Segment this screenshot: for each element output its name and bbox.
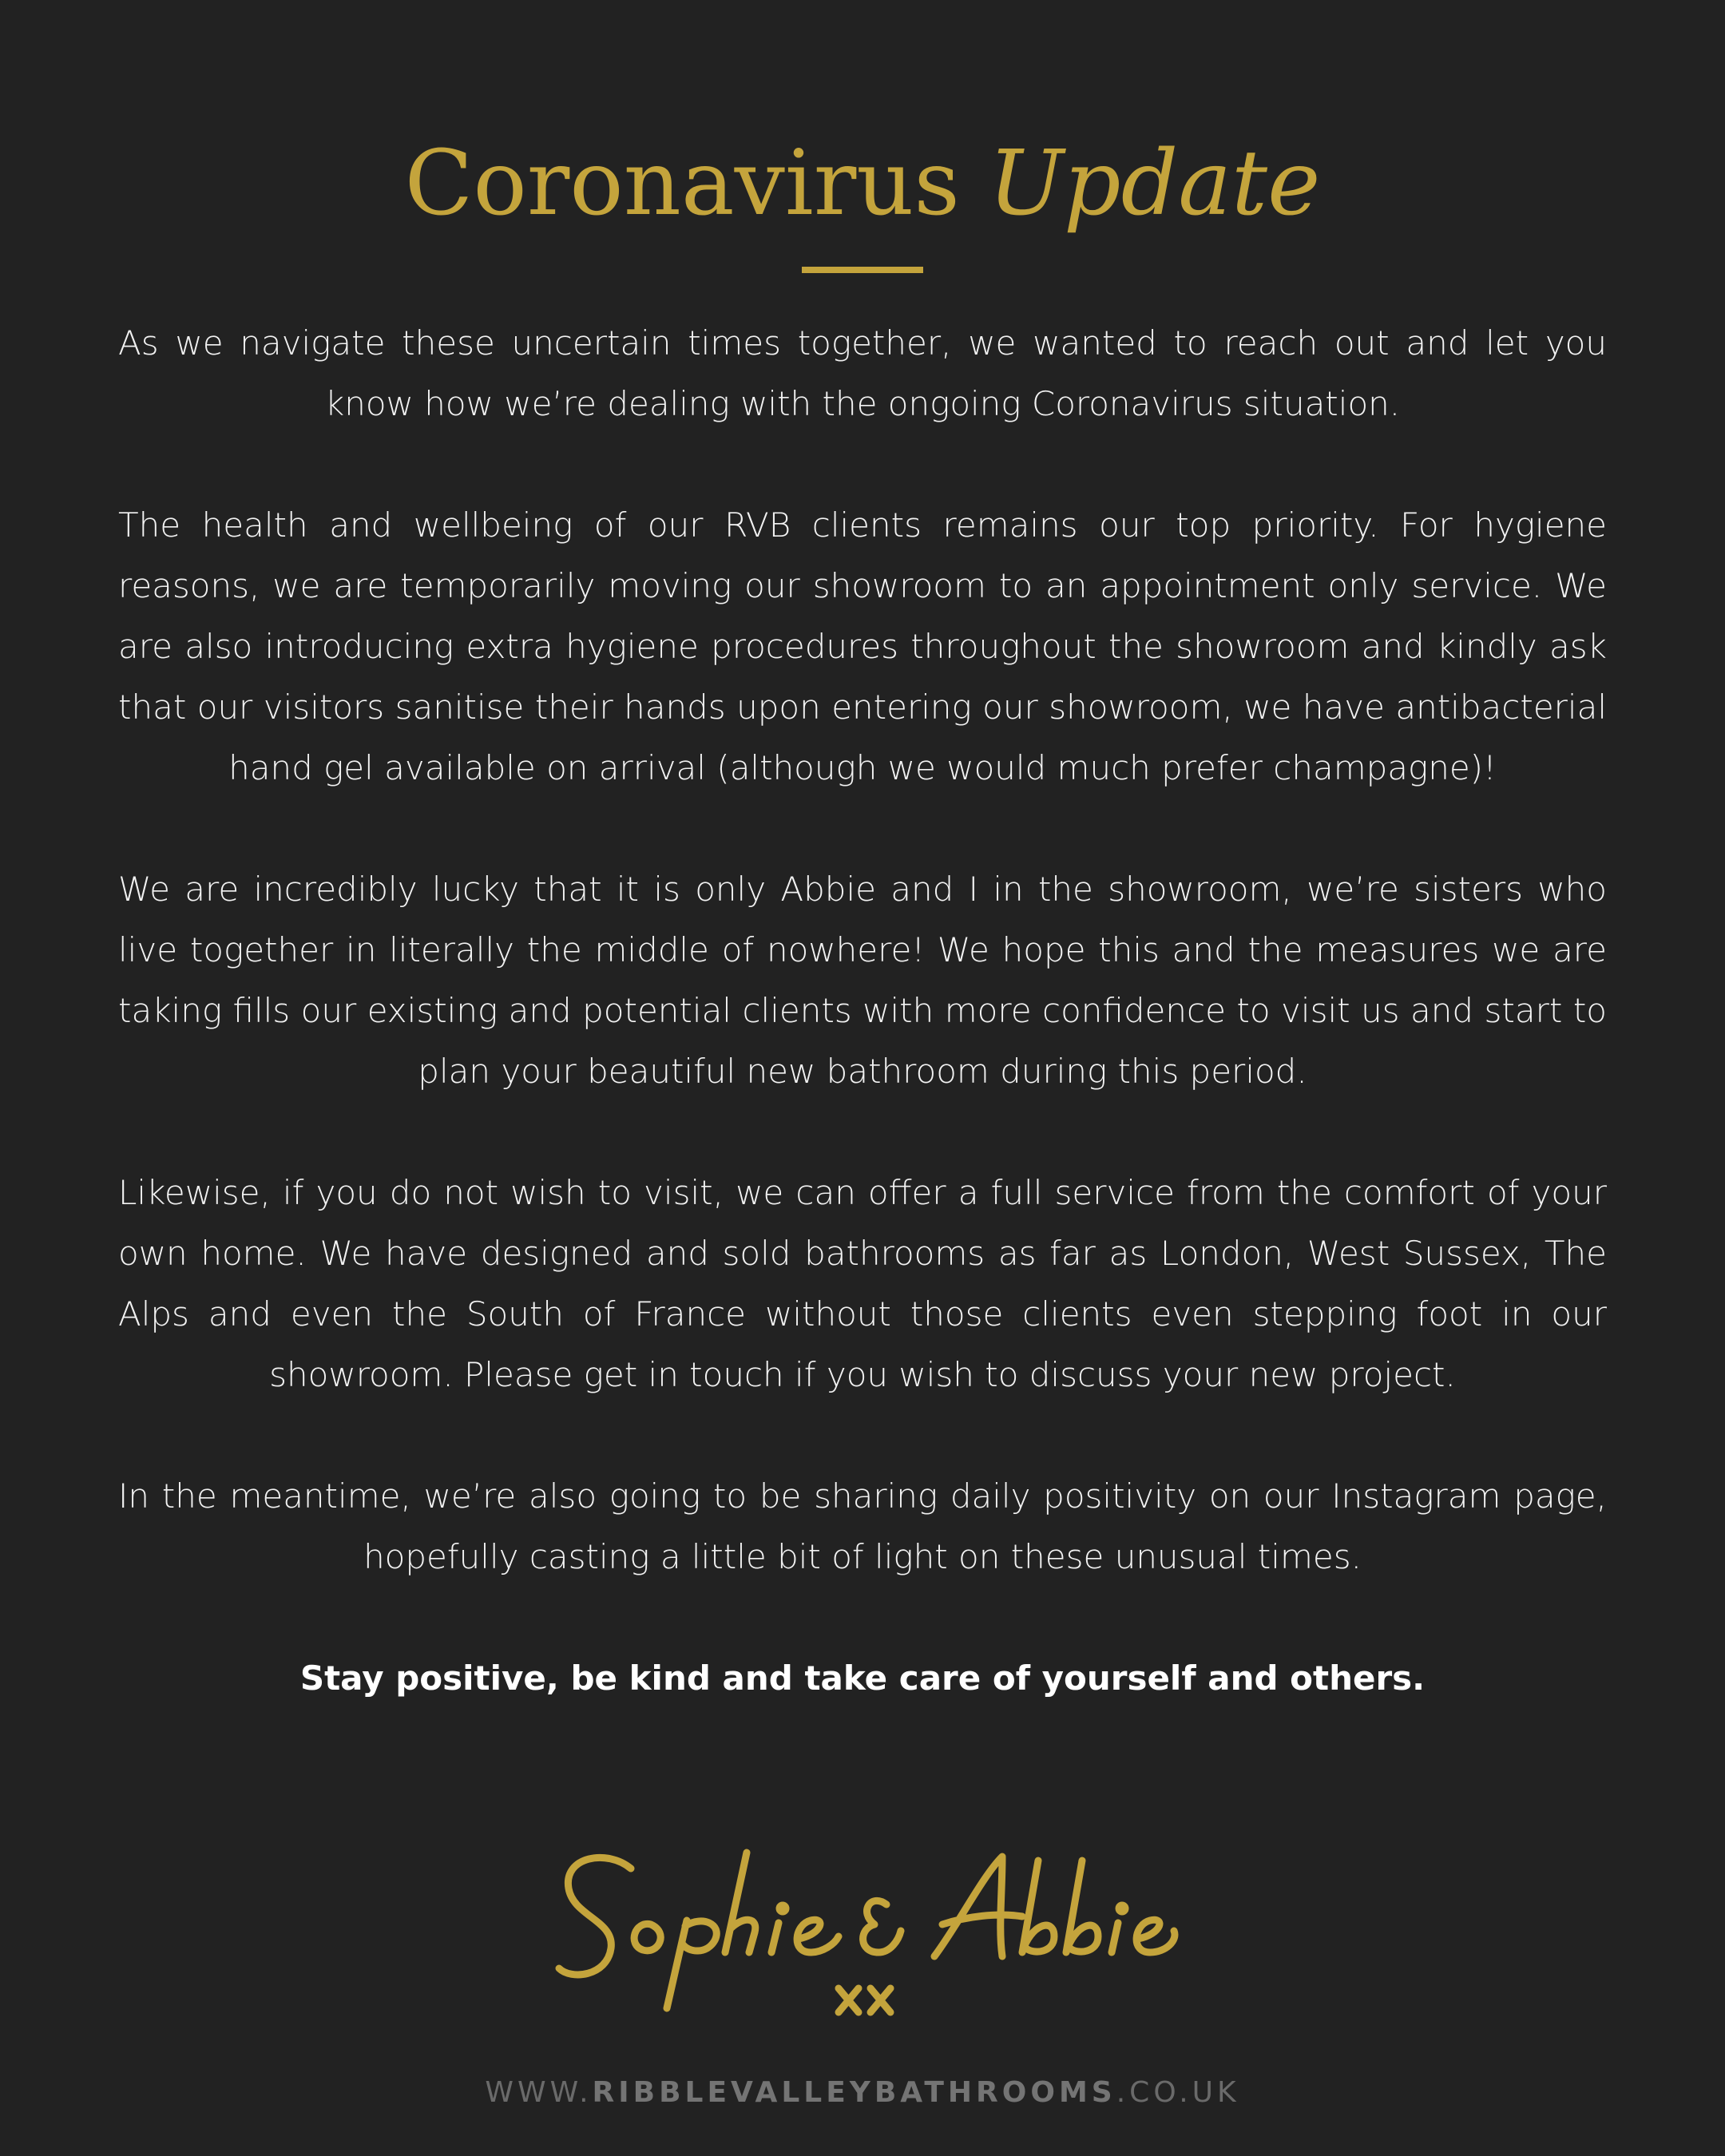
message-body xyxy=(118,313,1607,1709)
paragraph-showroom: We are incredibly lucky that it is only Abbie and I in the showroom, we’re sisters who live together in literally the middle of nowhere! We hope this and the measures we are taking fills our existing and potential clients with more confidence to visit us and start to plan your beautiful new bathroom during this period. xyxy=(118,870,1607,1091)
paragraph-intro: As we navigate these uncertain times together, we wanted to reach out and let you know how we’re dealing with the ongoing Coronavirus situation. xyxy=(118,323,1607,423)
website-prefix: WWW. xyxy=(485,2076,593,2109)
website-url xyxy=(0,2076,1725,2109)
paragraph-hygiene: The health and wellbeing of our RVB clients remains our top priority. For hygiene reasons, we are temporarily moving our showroom to an appointment only service. We are also introducing extra hygiene procedures throughout the showroom and kindly ask that our visitors sanitise their hands upon entering our showroom, we have antibacterial hand gel available on arrival (although we would much prefer champagne)! xyxy=(118,505,1607,787)
paragraph-instagram: In the meantime, we’re also going to be sharing daily positivity on our Instagram page, hopefully casting a little bit of light on these unusual times. xyxy=(118,1476,1607,1576)
website-domain: RIBBLEVALLEYBATHROOMS xyxy=(592,2076,1116,2109)
title-regular: Coronavirus xyxy=(404,132,960,236)
website-suffix: .CO.UK xyxy=(1116,2076,1240,2109)
title-italic: Update xyxy=(988,132,1321,236)
page-title xyxy=(0,128,1725,240)
closing-line: Stay positive, be kind and take care of yourself and others. xyxy=(299,1659,1426,1698)
paragraph-remote-service: Likewise, if you do not wish to visit, we can offer a full service from the comfort of your own home. We have designed and sold bathrooms as far as London, West Sussex, The Alps and even the South of France without those clients even stepping foot in our showroom. Please get in touch if you wish to discuss your new project. xyxy=(118,1173,1607,1394)
signature-image xyxy=(0,1837,1725,2028)
title-divider xyxy=(802,267,923,273)
